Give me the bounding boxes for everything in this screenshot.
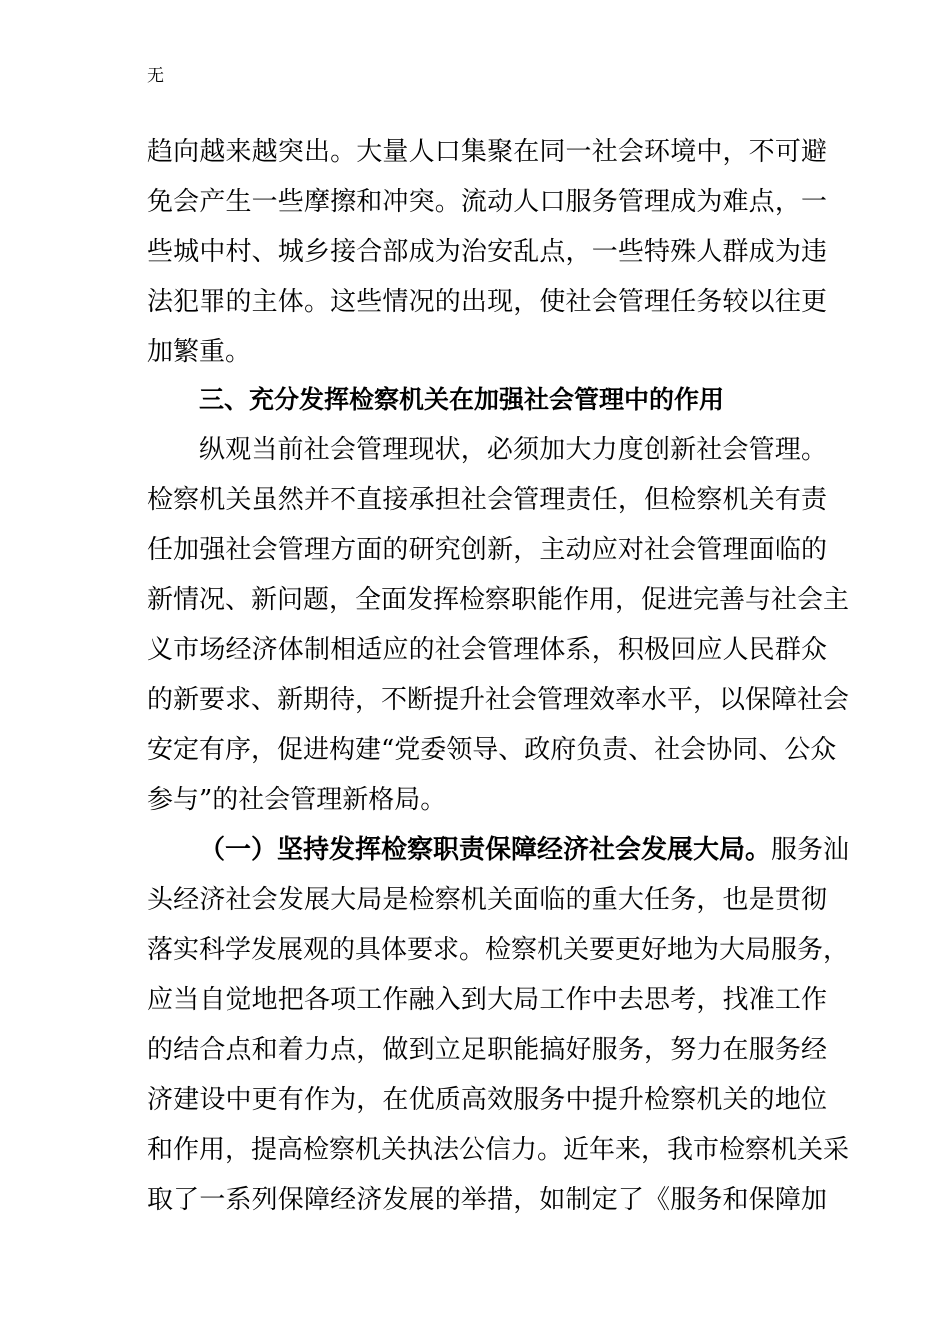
body-text-line: 落实科学发展观的具体要求。检察机关要更好地为大局服务， [147,935,850,965]
section-heading: 三、充分发挥检察机关在加强社会管理中的作用 [199,385,725,414]
body-text-line: 纵观当前社会管理现状，必须加大力度创新社会管理。 [199,435,827,465]
subsection-first-line [199,825,850,875]
body-text-line: 的新要求、新期待，不断提升社会管理效率水平，以保障社会 [147,685,850,715]
body-text-line: 应当自觉地把各项工作融入到大局工作中去思考，找准工作 [147,985,827,1015]
body-text-line: 济建设中更有作为，在优质高效服务中提升检察机关的地位 [147,1085,827,1115]
body-text-line: 些城中村、城乡接合部成为治安乱点，一些特殊人群成为违 [147,237,827,267]
subsection-heading: （一）坚持发挥检察职责保障经济社会发展大局。 [199,835,772,865]
body-text-line: 免会产生一些摩擦和冲突。流动人口服务管理成为难点，一 [147,187,827,217]
body-text-line: 参与”的社会管理新格局。 [147,785,447,815]
page-header: 无 [147,66,164,86]
body-text-line: 头经济社会发展大局是检察机关面临的重大任务，也是贯彻 [147,885,827,915]
body-text-line: 安定有序，促进构建“党委领导、政府负责、社会协同、公众 [147,735,837,765]
body-text-line: 趋向越来越突出。大量人口集聚在同一社会环境中，不可避 [147,137,827,167]
body-text-line: 的结合点和着力点，做到立足职能搞好服务，努力在服务经 [147,1035,827,1065]
body-text-line: 取了一系列保障经济发展的举措，如制定了《服务和保障加 [147,1185,827,1215]
body-text-line: 任加强社会管理方面的研究创新，主动应对社会管理面临的 [147,535,827,565]
body-text-line: 新情况、新问题，全面发挥检察职能作用，促进完善与社会主 [147,585,850,615]
body-text-line: 义市场经济体制相适应的社会管理体系，积极回应人民群众 [147,635,827,665]
body-text-fragment: 服务汕 [771,835,850,865]
body-text-line: 和作用，提高检察机关执法公信力。近年来，我市检察机关采 [147,1135,850,1165]
body-text-line: 加繁重。 [147,337,252,367]
body-text-line: 法犯罪的主体。这些情况的出现，使社会管理任务较以往更 [147,287,827,317]
body-text-line: 检察机关虽然并不直接承担社会管理责任，但检察机关有责 [147,485,827,515]
